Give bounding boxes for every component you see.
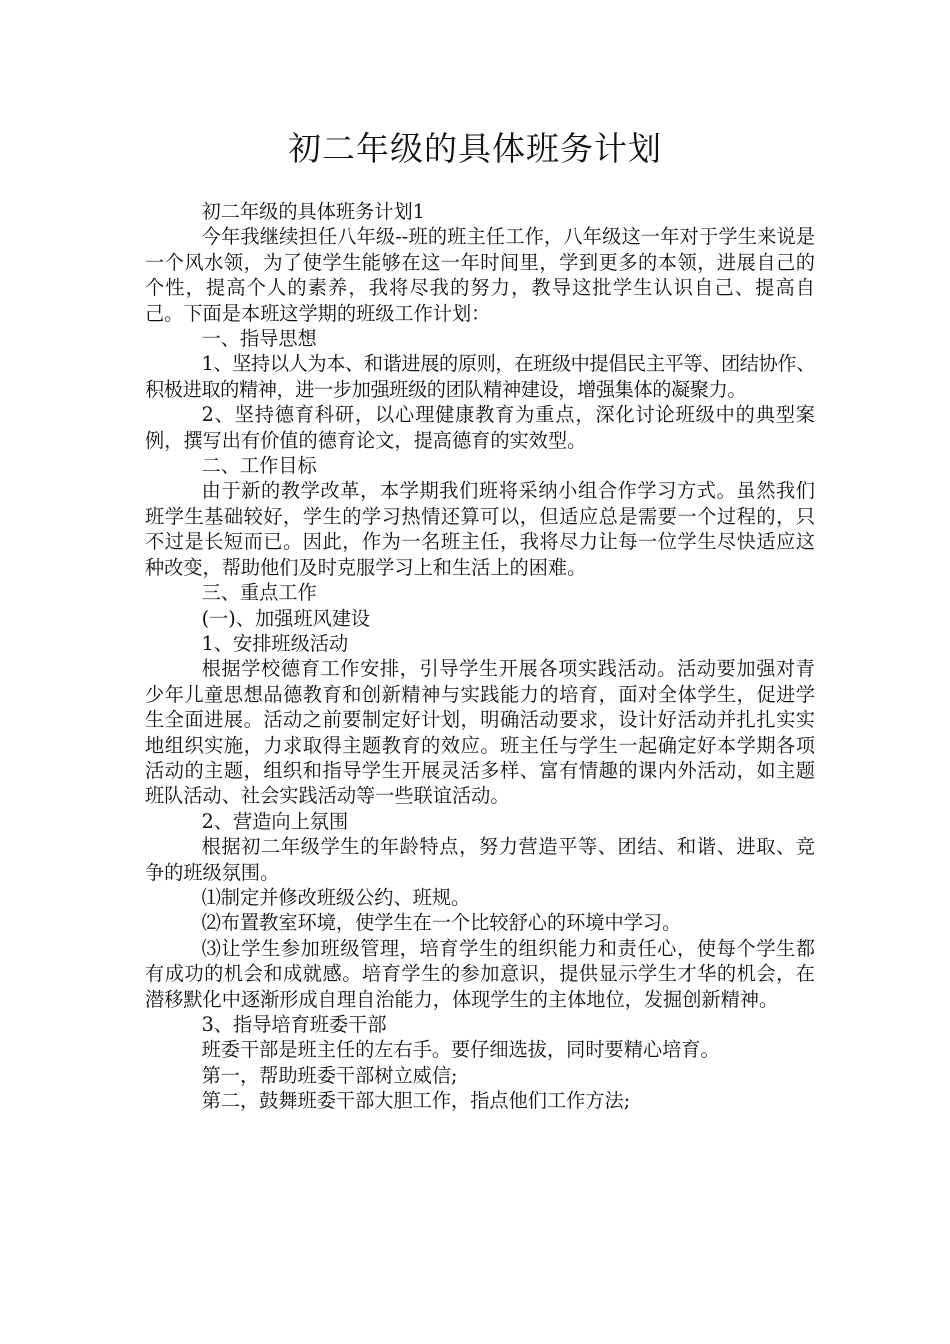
- section-heading: 一、指导思想: [201, 327, 317, 351]
- paragraph: 1、坚持以人为本、和谐进展的原则，在班级中提倡民主平等、团结协作、积极进取的精神，进一步加强班级的团队精神建设，增强集体的凝聚力。: [145, 352, 815, 401]
- paragraph: 由于新的教学改革，本学期我们班将采纳小组合作学习方式。虽然我们班学生基础较好，学生的学习热情还算可以，但适应总是需要一个过程的，只不过是长短而已。因此，作为一名班主任，我将尽力让每一位学生尽快适应这种改变，帮助他们及时克服学习上和生活上的困难。: [145, 479, 815, 579]
- paragraph: 根据学校德育工作安排，引导学生开展各项实践活动。活动要加强对青少年儿童思想品德教育和创新精神与实践能力的培育，面对全体学生，促进学生全面进展。活动之前要制定好计划，明确活动要求，设计好活动并扎扎实实地组织实施，力求取得主题教育的效应。班主任与学生一起确定好本学期各项活动的主题，组织和指导学生开展灵活多样、富有情趣的课内外活动，如主题班队活动、社会实践活动等一些联谊活动。: [145, 657, 815, 808]
- list-item: ⑴制定并修改班级公约、班规。: [201, 885, 471, 909]
- paragraph: 班委干部是班主任的左右手。要仔细选拔，同时要精心培育。: [201, 1038, 720, 1062]
- subsection-heading: 1、安排班级活动: [201, 631, 349, 655]
- subsection-heading: 2、营造向上氛围: [201, 809, 349, 833]
- list-item: ⑵布置教室环境，使学生在一个比较舒心的环境中学习。: [201, 911, 682, 935]
- paragraph: 第一，帮助班委干部树立威信;: [201, 1063, 458, 1087]
- section-heading: 初二年级的具体班务计划1: [201, 200, 425, 223]
- section-heading: 二、工作目标: [201, 454, 317, 478]
- paragraph: 根据初二年级学生的年龄特点，努力营造平等、团结、和谐、进取、竞争的班级氛围。: [145, 835, 815, 884]
- document-title: 初二年级的具体班务计划: [288, 129, 662, 168]
- subsection-heading: 3、指导培育班委干部: [201, 1013, 387, 1036]
- paragraph: 2、坚持德育科研，以心理健康教育为重点，深化讨论班级中的典型案例，撰写出有价值的德育论文，提高德育的实效型。: [145, 403, 815, 452]
- section-heading: 三、重点工作: [201, 581, 317, 605]
- subsection-heading: (一)、加强班风建设: [201, 606, 371, 630]
- list-item: ⑶让学生参加班级管理，培育学生的组织能力和责任心，使每个学生都有成功的机会和成就感。培育学生的参加意识，提供显示学生才华的机会，在潜移默化中逐渐形成自理自治能力，体现学生的主体地位，发掘创新精神。: [145, 936, 815, 1011]
- paragraph: 第二，鼓舞班委干部大胆工作，指点他们工作方法;: [201, 1089, 631, 1113]
- paragraph: 今年我继续担任八年级--班的班主任工作，八年级这一年对于学生来说是一个风水领，为了使学生能够在这一年时间里，学到更多的本领，进展自己的个性，提高个人的素养，我将尽我的努力，教导这批学生认识自己、提高自己。下面是本班这学期的班级工作计划：: [145, 225, 815, 325]
- document-body: [145, 199, 815, 1114]
